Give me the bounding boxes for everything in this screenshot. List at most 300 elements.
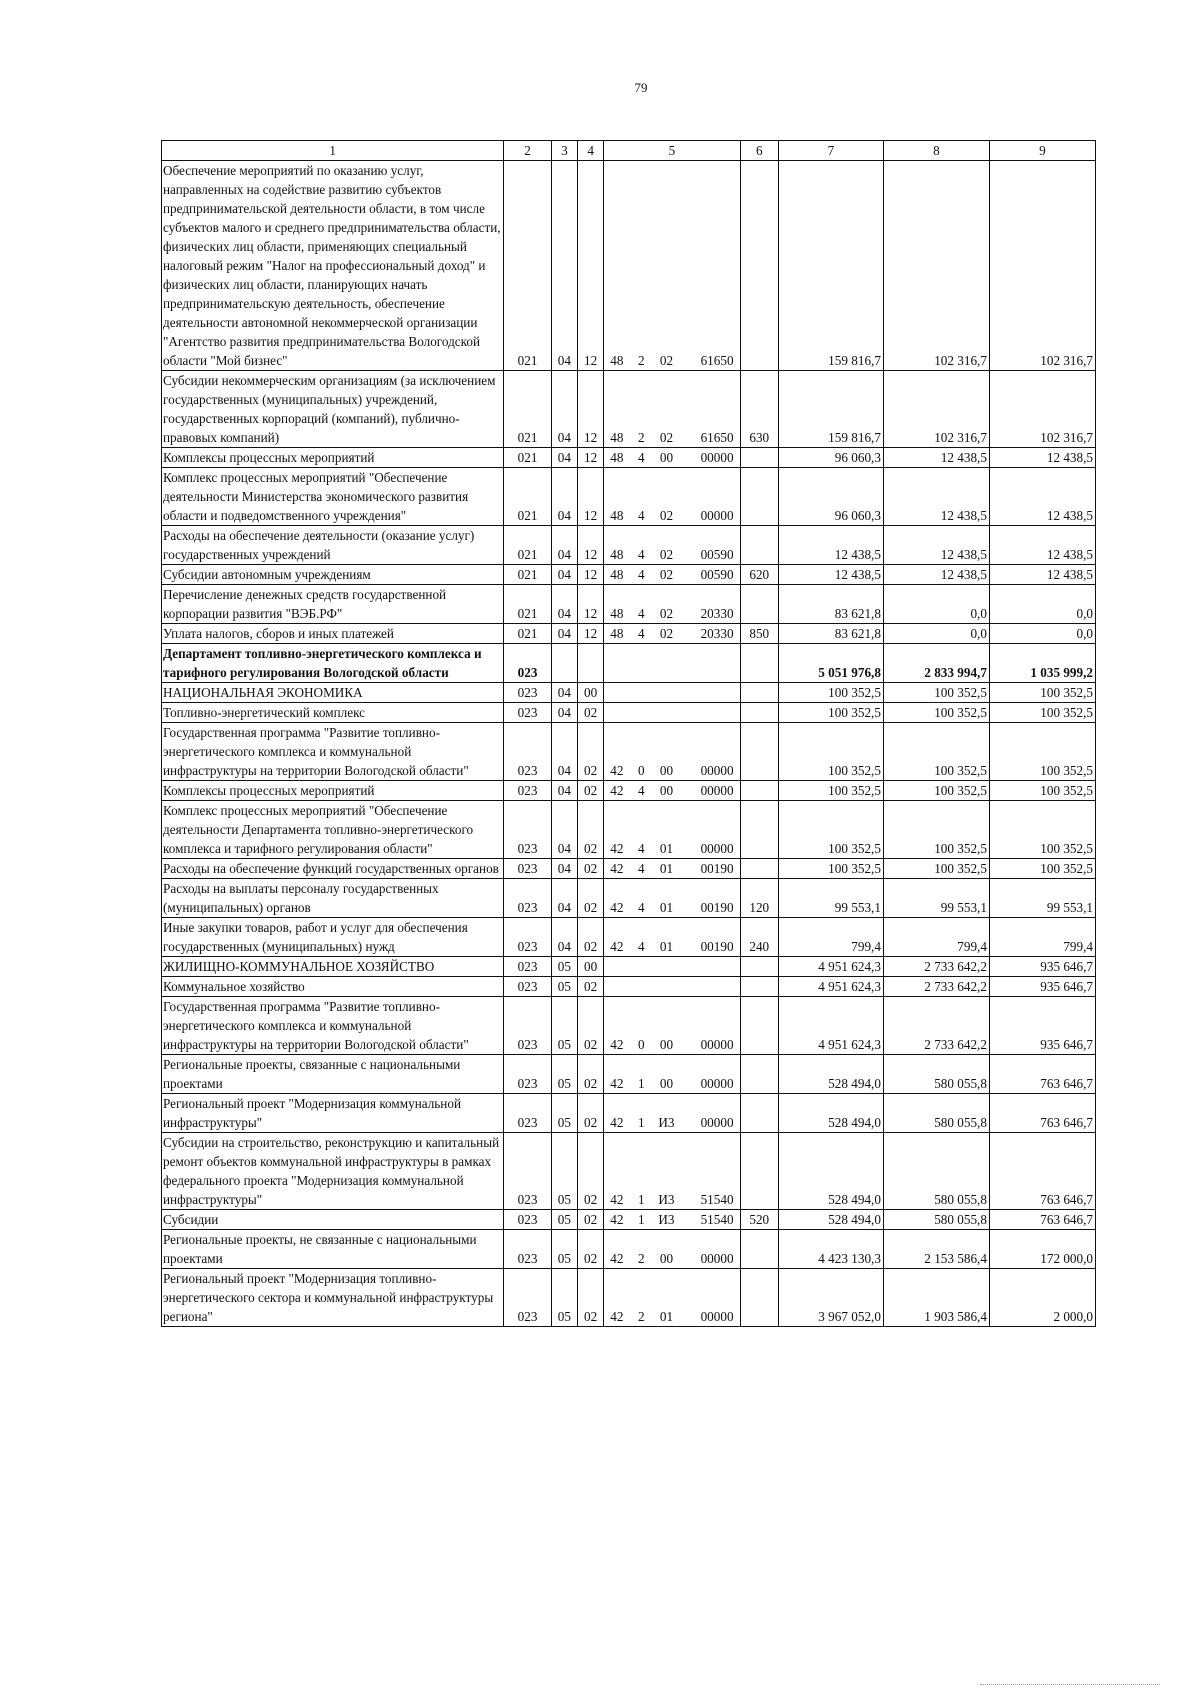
table-body [162, 161, 1096, 1327]
subsection-code-cell: 12 [578, 448, 604, 468]
target-article-part: 48 [610, 353, 624, 368]
target-article-cell [604, 565, 740, 585]
target-article-part: 1 [638, 1115, 645, 1130]
target-article-cell [604, 997, 740, 1055]
expense-type-cell [740, 161, 778, 371]
amount-col7-cell: 12 438,5 [778, 565, 883, 585]
row-name-cell: Государственная программа "Развитие топливно-энергетического комплекса и коммунальной инфраструктуры на территории Вологодской области" [162, 997, 504, 1055]
row-name-cell: Региональные проекты, связанные с национальными проектами [162, 1055, 504, 1094]
target-article-part: И3 [658, 1115, 675, 1130]
target-article-part: 4 [638, 606, 645, 621]
target-article-part: 42 [610, 1192, 624, 1207]
target-article-cell [604, 1269, 740, 1327]
amount-col7-cell: 5 051 976,8 [778, 644, 883, 683]
expense-type-cell: 520 [740, 1210, 778, 1230]
table-row [162, 1094, 1096, 1133]
target-article-cell [604, 918, 740, 957]
column-header: 5 [604, 141, 740, 161]
column-header: 8 [883, 141, 989, 161]
table-row [162, 526, 1096, 565]
target-article-part: 48 [610, 626, 624, 641]
subsection-code-cell: 02 [578, 801, 604, 859]
expense-type-cell [740, 957, 778, 977]
admin-code-cell: 021 [504, 448, 551, 468]
subsection-code-cell: 02 [578, 1230, 604, 1269]
table-row [162, 1133, 1096, 1210]
admin-code-cell: 021 [504, 565, 551, 585]
amount-col8-cell: 580 055,8 [883, 1094, 989, 1133]
target-article-part: 0 [638, 1037, 645, 1052]
admin-code-cell: 023 [504, 703, 551, 723]
section-code-cell: 04 [551, 801, 577, 859]
table-row [162, 957, 1096, 977]
target-article-part: 00 [659, 450, 674, 465]
amount-col8-cell: 99 553,1 [883, 879, 989, 918]
column-header: 7 [778, 141, 883, 161]
admin-code-cell: 023 [504, 644, 551, 683]
amount-col8-cell: 102 316,7 [883, 161, 989, 371]
table-row [162, 723, 1096, 781]
target-article-part: 02 [659, 626, 674, 641]
section-code-cell: 05 [551, 977, 577, 997]
target-article-part: 00190 [700, 900, 734, 915]
target-article-cell [604, 1133, 740, 1210]
subsection-code-cell: 02 [578, 1210, 604, 1230]
admin-code-cell: 023 [504, 683, 551, 703]
row-name-cell: Расходы на обеспечение деятельности (оказание услуг) государственных учреждений [162, 526, 504, 565]
expense-type-cell [740, 997, 778, 1055]
target-article-cell [604, 624, 740, 644]
amount-col8-cell: 799,4 [883, 918, 989, 957]
amount-col7-cell: 4 951 624,3 [778, 977, 883, 997]
target-article-part: 20330 [700, 606, 734, 621]
row-name-cell: Иные закупки товаров, работ и услуг для обеспечения государственных (муниципальных) нужд [162, 918, 504, 957]
amount-col8-cell: 580 055,8 [883, 1055, 989, 1094]
admin-code-cell: 023 [504, 1269, 551, 1327]
target-article-part: 01 [659, 841, 674, 856]
subsection-code-cell: 02 [578, 997, 604, 1055]
target-article-part: 1 [638, 1212, 645, 1227]
amount-col7-cell: 96 060,3 [778, 448, 883, 468]
subsection-code-cell: 02 [578, 879, 604, 918]
amount-col9-cell: 935 646,7 [989, 997, 1095, 1055]
column-header: 1 [162, 141, 504, 161]
amount-col9-cell: 12 438,5 [989, 448, 1095, 468]
admin-code-cell: 021 [504, 585, 551, 624]
amount-col9-cell: 763 646,7 [989, 1094, 1095, 1133]
amount-col9-cell: 935 646,7 [989, 957, 1095, 977]
subsection-code-cell: 12 [578, 468, 604, 526]
subsection-code-cell: 02 [578, 1094, 604, 1133]
amount-col7-cell: 12 438,5 [778, 526, 883, 565]
section-code-cell: 04 [551, 161, 577, 371]
amount-col9-cell: 763 646,7 [989, 1055, 1095, 1094]
target-article-part: 00000 [700, 450, 734, 465]
amount-col8-cell: 2 733 642,2 [883, 957, 989, 977]
table-row [162, 644, 1096, 683]
target-article-part: 42 [610, 939, 624, 954]
amount-col8-cell: 102 316,7 [883, 371, 989, 448]
expense-type-cell [740, 683, 778, 703]
target-article-cell [604, 1210, 740, 1230]
table-row [162, 1230, 1096, 1269]
subsection-code-cell: 12 [578, 565, 604, 585]
target-article-cell [604, 448, 740, 468]
amount-col9-cell: 12 438,5 [989, 526, 1095, 565]
target-article-part: 00 [659, 1251, 674, 1266]
target-article-cell [604, 468, 740, 526]
expense-type-cell: 850 [740, 624, 778, 644]
admin-code-cell: 021 [504, 624, 551, 644]
amount-col7-cell: 100 352,5 [778, 703, 883, 723]
amount-col9-cell: 763 646,7 [989, 1210, 1095, 1230]
expense-type-cell [740, 1133, 778, 1210]
amount-col7-cell: 528 494,0 [778, 1210, 883, 1230]
section-code-cell: 05 [551, 1094, 577, 1133]
target-article-part: 00 [659, 783, 674, 798]
table-row [162, 565, 1096, 585]
expense-type-cell [740, 859, 778, 879]
target-article-part: 02 [659, 508, 674, 523]
amount-col8-cell: 2 153 586,4 [883, 1230, 989, 1269]
row-name-cell: Перечисление денежных средств государственной корпорации развития "ВЭБ.РФ" [162, 585, 504, 624]
table-row [162, 161, 1096, 371]
target-article-cell [604, 1230, 740, 1269]
admin-code-cell: 023 [504, 859, 551, 879]
section-code-cell: 05 [551, 1133, 577, 1210]
target-article-part: 42 [610, 763, 624, 778]
amount-col9-cell: 0,0 [989, 585, 1095, 624]
table-header-row [162, 141, 1096, 161]
row-name-cell: Субсидии автономным учреждениям [162, 565, 504, 585]
target-article-part: 4 [638, 547, 645, 562]
section-code-cell: 05 [551, 997, 577, 1055]
target-article-part: 1 [638, 1076, 645, 1091]
target-article-cell [604, 585, 740, 624]
amount-col7-cell: 4 423 130,3 [778, 1230, 883, 1269]
admin-code-cell: 021 [504, 371, 551, 448]
amount-col9-cell: 763 646,7 [989, 1133, 1095, 1210]
expense-type-cell [740, 585, 778, 624]
target-article-part: 01 [659, 861, 674, 876]
section-code-cell [551, 644, 577, 683]
amount-col7-cell: 83 621,8 [778, 624, 883, 644]
amount-col7-cell: 100 352,5 [778, 801, 883, 859]
amount-col9-cell: 102 316,7 [989, 371, 1095, 448]
row-name-cell: Субсидии [162, 1210, 504, 1230]
target-article-part: 4 [638, 861, 645, 876]
admin-code-cell: 023 [504, 918, 551, 957]
subsection-code-cell: 02 [578, 859, 604, 879]
admin-code-cell: 021 [504, 161, 551, 371]
section-code-cell: 04 [551, 585, 577, 624]
target-article-part: 00590 [700, 547, 734, 562]
target-article-part: 00000 [700, 841, 734, 856]
section-code-cell: 04 [551, 723, 577, 781]
target-article-part: 42 [610, 1115, 624, 1130]
section-code-cell: 04 [551, 448, 577, 468]
amount-col7-cell: 528 494,0 [778, 1133, 883, 1210]
amount-col8-cell: 580 055,8 [883, 1210, 989, 1230]
section-code-cell: 04 [551, 918, 577, 957]
target-article-cell [604, 801, 740, 859]
target-article-part: 00 [659, 763, 674, 778]
amount-col7-cell: 96 060,3 [778, 468, 883, 526]
row-name-cell: Комплекс процессных мероприятий "Обеспечение деятельности Министерства экономического развития области и подведомственного учреждения" [162, 468, 504, 526]
expense-type-cell [740, 468, 778, 526]
admin-code-cell: 021 [504, 526, 551, 565]
target-article-part: 1 [638, 1192, 645, 1207]
section-code-cell: 04 [551, 371, 577, 448]
row-name-cell: Расходы на обеспечение функций государственных органов [162, 859, 504, 879]
target-article-part: 00 [659, 1076, 674, 1091]
amount-col8-cell: 1 903 586,4 [883, 1269, 989, 1327]
amount-col9-cell: 1 035 999,2 [989, 644, 1095, 683]
amount-col9-cell: 100 352,5 [989, 801, 1095, 859]
amount-col8-cell: 2 733 642,2 [883, 977, 989, 997]
amount-col7-cell: 99 553,1 [778, 879, 883, 918]
row-name-cell: Субсидии на строительство, реконструкцию и капитальный ремонт объектов коммунальной инфраструктуры в рамках федерального проекта "Модернизация коммунальной инфраструктуры" [162, 1133, 504, 1210]
target-article-part: 20330 [700, 626, 734, 641]
table-row [162, 1269, 1096, 1327]
expense-type-cell [740, 526, 778, 565]
admin-code-cell: 023 [504, 1094, 551, 1133]
row-name-cell: Региональный проект "Модернизация топливно-энергетического сектора и коммунальной инфраструктуры региона" [162, 1269, 504, 1327]
amount-col8-cell: 580 055,8 [883, 1133, 989, 1210]
row-name-cell: Государственная программа "Развитие топливно-энергетического комплекса и коммунальной инфраструктуры на территории Вологодской области" [162, 723, 504, 781]
subsection-code-cell: 12 [578, 624, 604, 644]
amount-col8-cell: 100 352,5 [883, 723, 989, 781]
target-article-part: 48 [610, 508, 624, 523]
page-number: 79 [634, 80, 648, 95]
amount-col8-cell: 12 438,5 [883, 468, 989, 526]
expense-type-cell [740, 801, 778, 859]
table-row [162, 977, 1096, 997]
admin-code-cell: 023 [504, 1210, 551, 1230]
table-row [162, 371, 1096, 448]
target-article-cell [604, 977, 740, 997]
target-article-part: 01 [659, 1309, 674, 1324]
target-article-part: 48 [610, 430, 624, 445]
subsection-code-cell: 02 [578, 1055, 604, 1094]
amount-col9-cell: 100 352,5 [989, 703, 1095, 723]
expense-type-cell [740, 1094, 778, 1133]
target-article-part: И3 [658, 1212, 675, 1227]
target-article-part: 02 [659, 547, 674, 562]
table-row [162, 448, 1096, 468]
target-article-cell [604, 879, 740, 918]
target-article-part: 42 [610, 1037, 624, 1052]
expense-type-cell [740, 1055, 778, 1094]
table-row [162, 879, 1096, 918]
target-article-part: 00000 [700, 1076, 734, 1091]
section-code-cell: 05 [551, 1269, 577, 1327]
target-article-part: 51540 [700, 1192, 734, 1207]
target-article-part: 61650 [700, 430, 734, 445]
amount-col8-cell: 12 438,5 [883, 448, 989, 468]
target-article-part: 42 [610, 1251, 624, 1266]
target-article-part: 4 [638, 900, 645, 915]
subsection-code-cell: 02 [578, 1269, 604, 1327]
target-article-cell [604, 703, 740, 723]
section-code-cell: 05 [551, 1230, 577, 1269]
amount-col9-cell: 100 352,5 [989, 781, 1095, 801]
target-article-part: 4 [638, 626, 645, 641]
amount-col9-cell: 100 352,5 [989, 723, 1095, 781]
row-name-cell: Комплекс процессных мероприятий "Обеспечение деятельности Департамента топливно-энергетического комплекса и тарифного регулирования области" [162, 801, 504, 859]
target-article-part: 48 [610, 547, 624, 562]
table-row [162, 801, 1096, 859]
target-article-part: 61650 [700, 353, 734, 368]
amount-col9-cell: 102 316,7 [989, 161, 1095, 371]
admin-code-cell: 023 [504, 1055, 551, 1094]
target-article-part: 42 [610, 783, 624, 798]
subsection-code-cell: 02 [578, 977, 604, 997]
budget-table [161, 140, 1096, 1327]
expense-type-cell [740, 723, 778, 781]
subsection-code-cell: 00 [578, 957, 604, 977]
column-header: 9 [989, 141, 1095, 161]
section-code-cell: 04 [551, 624, 577, 644]
target-article-part: И3 [658, 1192, 675, 1207]
amount-col9-cell: 99 553,1 [989, 879, 1095, 918]
table-row [162, 859, 1096, 879]
column-header: 4 [578, 141, 604, 161]
section-code-cell: 04 [551, 703, 577, 723]
amount-col7-cell: 100 352,5 [778, 859, 883, 879]
target-article-part: 4 [638, 508, 645, 523]
target-article-cell [604, 644, 740, 683]
admin-code-cell: 023 [504, 1133, 551, 1210]
amount-col9-cell: 0,0 [989, 624, 1095, 644]
subsection-code-cell: 02 [578, 723, 604, 781]
target-article-part: 4 [638, 841, 645, 856]
target-article-part: 02 [659, 606, 674, 621]
amount-col8-cell: 12 438,5 [883, 526, 989, 565]
expense-type-cell [740, 781, 778, 801]
target-article-cell [604, 781, 740, 801]
target-article-part: 42 [610, 1212, 624, 1227]
column-header: 2 [504, 141, 551, 161]
target-article-part: 42 [610, 1309, 624, 1324]
table-row [162, 468, 1096, 526]
target-article-part: 48 [610, 567, 624, 582]
amount-col8-cell: 100 352,5 [883, 859, 989, 879]
section-code-cell: 04 [551, 859, 577, 879]
row-name-cell: Топливно-энергетический комплекс [162, 703, 504, 723]
subsection-code-cell: 12 [578, 585, 604, 624]
amount-col8-cell: 100 352,5 [883, 801, 989, 859]
amount-col9-cell: 12 438,5 [989, 565, 1095, 585]
scan-artifact [980, 1684, 1160, 1689]
target-article-part: 02 [659, 567, 674, 582]
expense-type-cell [740, 703, 778, 723]
table-row [162, 918, 1096, 957]
target-article-part: 01 [659, 939, 674, 954]
target-article-cell [604, 371, 740, 448]
amount-col8-cell: 100 352,5 [883, 683, 989, 703]
target-article-part: 42 [610, 1076, 624, 1091]
amount-col8-cell: 100 352,5 [883, 781, 989, 801]
amount-col7-cell: 83 621,8 [778, 585, 883, 624]
amount-col8-cell: 2 833 994,7 [883, 644, 989, 683]
column-header: 3 [551, 141, 577, 161]
target-article-part: 2 [638, 1251, 645, 1266]
target-article-cell [604, 526, 740, 565]
target-article-part: 01 [659, 900, 674, 915]
row-name-cell: ЖИЛИЩНО-КОММУНАЛЬНОЕ ХОЗЯЙСТВО [162, 957, 504, 977]
table-row [162, 703, 1096, 723]
admin-code-cell: 023 [504, 879, 551, 918]
row-name-cell: Региональные проекты, не связанные с национальными проектами [162, 1230, 504, 1269]
target-article-cell [604, 1094, 740, 1133]
subsection-code-cell [578, 644, 604, 683]
target-article-part: 0 [638, 763, 645, 778]
target-article-part: 02 [659, 430, 674, 445]
amount-col9-cell: 2 000,0 [989, 1269, 1095, 1327]
target-article-part: 4 [638, 567, 645, 582]
target-article-part: 48 [610, 450, 624, 465]
expense-type-cell [740, 1269, 778, 1327]
expense-type-cell [740, 448, 778, 468]
target-article-cell [604, 723, 740, 781]
target-article-part: 2 [638, 1309, 645, 1324]
target-article-part: 42 [610, 861, 624, 876]
subsection-code-cell: 00 [578, 683, 604, 703]
amount-col9-cell: 935 646,7 [989, 977, 1095, 997]
subsection-code-cell: 12 [578, 161, 604, 371]
subsection-code-cell: 12 [578, 526, 604, 565]
section-code-cell: 04 [551, 683, 577, 703]
amount-col8-cell: 12 438,5 [883, 565, 989, 585]
amount-col7-cell: 159 816,7 [778, 371, 883, 448]
expense-type-cell [740, 977, 778, 997]
section-code-cell: 04 [551, 468, 577, 526]
amount-col7-cell: 100 352,5 [778, 781, 883, 801]
target-article-part: 00590 [700, 567, 734, 582]
target-article-part: 42 [610, 900, 624, 915]
row-name-cell: Коммунальное хозяйство [162, 977, 504, 997]
row-name-cell: Региональный проект "Модернизация коммунальной инфраструктуры" [162, 1094, 504, 1133]
row-name-cell: Расходы на выплаты персоналу государственных (муниципальных) органов [162, 879, 504, 918]
target-article-part: 00000 [700, 1037, 734, 1052]
expense-type-cell [740, 1230, 778, 1269]
target-article-cell [604, 859, 740, 879]
subsection-code-cell: 12 [578, 371, 604, 448]
target-article-part: 4 [638, 939, 645, 954]
expense-type-cell: 120 [740, 879, 778, 918]
target-article-part: 00000 [700, 1115, 734, 1130]
section-code-cell: 05 [551, 1210, 577, 1230]
row-name-cell: Комплексы процессных мероприятий [162, 448, 504, 468]
amount-col7-cell: 4 951 624,3 [778, 997, 883, 1055]
section-code-cell: 04 [551, 565, 577, 585]
target-article-part: 2 [638, 430, 645, 445]
amount-col9-cell: 100 352,5 [989, 683, 1095, 703]
amount-col7-cell: 799,4 [778, 918, 883, 957]
target-article-part: 4 [638, 450, 645, 465]
target-article-part: 42 [610, 841, 624, 856]
section-code-cell: 04 [551, 526, 577, 565]
subsection-code-cell: 02 [578, 781, 604, 801]
admin-code-cell: 023 [504, 1230, 551, 1269]
target-article-part: 2 [638, 353, 645, 368]
amount-col7-cell: 3 967 052,0 [778, 1269, 883, 1327]
row-name-cell: Комплексы процессных мероприятий [162, 781, 504, 801]
target-article-part: 00190 [700, 861, 734, 876]
section-code-cell: 04 [551, 879, 577, 918]
row-name-cell: Обеспечение мероприятий по оказанию услуг, направленных на содействие развитию субъектов предпринимательской деятельности области, в том числе субъектов малого и среднего предпринимательства области, физических лиц области, применяющих специальный налоговый режим "Налог на профессиональный доход" и физических лиц области, планирующих начать предпринимательскую деятельность, обеспечение деятельности автономной некоммерческой организации "Агентство развития предпринимательства Вологодской области "Мой бизнес" [162, 161, 504, 371]
